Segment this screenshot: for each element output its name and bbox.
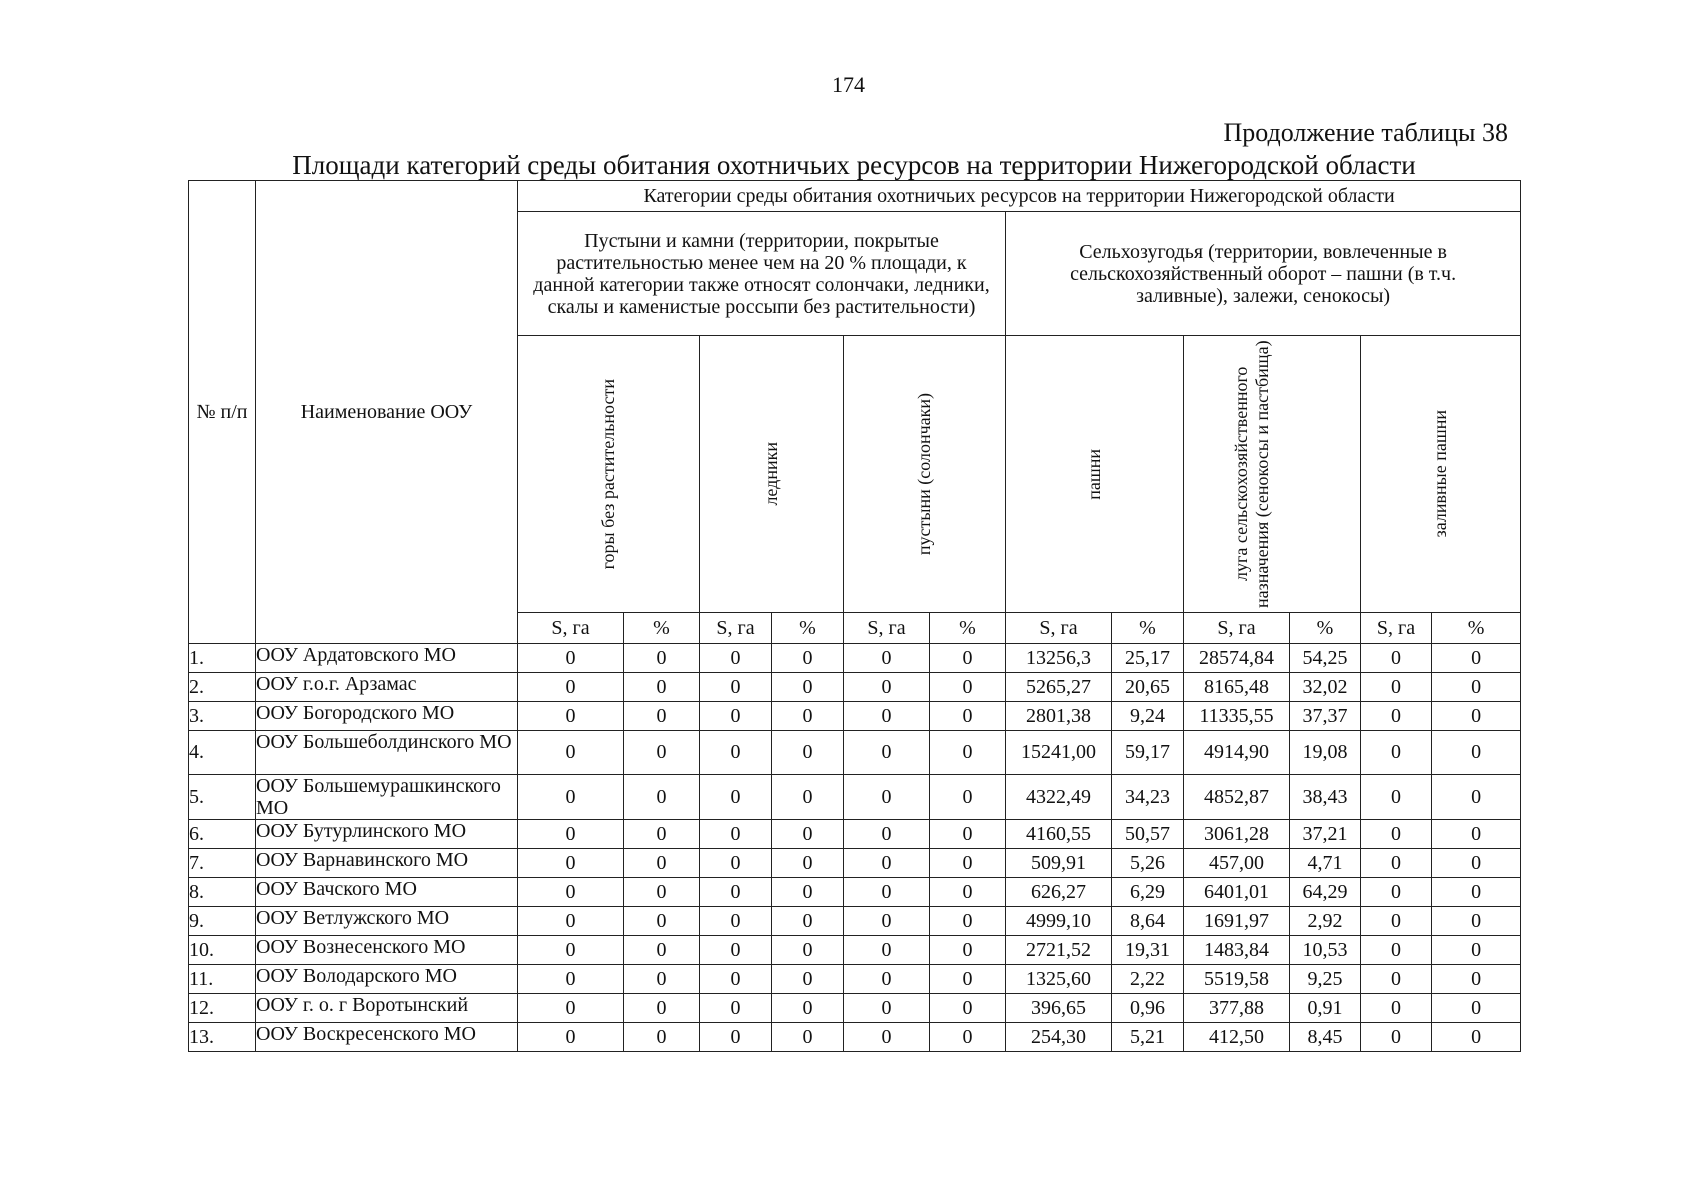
cell-sub-meadows-area: 6401,01 [1184,878,1290,907]
cell-sub-glaciers-area: 0 [700,644,772,673]
row-name: ООУ г. о. г Воротынский [256,994,518,1023]
cell-sub-arable-percent: 19,31 [1112,936,1184,965]
cell-sub-deserts-percent: 0 [930,820,1006,849]
cell-sub-deserts-percent: 0 [930,994,1006,1023]
cell-sub-glaciers-percent: 0 [772,907,844,936]
cell-sub-meadows-area: 3061,28 [1184,820,1290,849]
cell-sub-deserts-percent: 0 [930,775,1006,820]
cell-sub-arable-area: 4322,49 [1006,775,1112,820]
cell-sub-arable-area: 396,65 [1006,994,1112,1023]
row-number: 9. [189,907,256,936]
habitat-table [188,180,1521,1052]
header-sub-flood-arable [1361,336,1521,613]
cell-sub-mountains-area: 0 [518,673,624,702]
cell-sub-glaciers-percent: 0 [772,673,844,702]
cell-sub-arable-percent: 25,17 [1112,644,1184,673]
cell-sub-meadows-area: 8165,48 [1184,673,1290,702]
unit-percent-header: % [1432,613,1521,644]
header-name: Наименование ООУ [256,181,518,644]
row-name: ООУ Вачского МО [256,878,518,907]
cell-sub-glaciers-percent: 0 [772,849,844,878]
table-row [189,936,1521,965]
cell-sub-mountains-area: 0 [518,994,624,1023]
row-name: ООУ Воскресенского МО [256,1023,518,1052]
cell-sub-meadows-area: 11335,55 [1184,702,1290,731]
unit-percent-header: % [1290,613,1361,644]
cell-sub-mountains-percent: 0 [624,965,700,994]
unit-area-header: S, га [518,613,624,644]
cell-sub-arable-area: 2721,52 [1006,936,1112,965]
cell-sub-mountains-percent: 0 [624,878,700,907]
table-row [189,849,1521,878]
cell-sub-flood-arable-area: 0 [1361,731,1432,775]
header-sub-deserts [844,336,1006,613]
unit-area-header: S, га [1184,613,1290,644]
row-number: 13. [189,1023,256,1052]
cell-sub-deserts-area: 0 [844,644,930,673]
cell-sub-meadows-percent: 64,29 [1290,878,1361,907]
cell-sub-mountains-area: 0 [518,702,624,731]
cell-sub-glaciers-area: 0 [700,820,772,849]
cell-sub-deserts-percent: 0 [930,702,1006,731]
cell-sub-mountains-area: 0 [518,907,624,936]
cell-sub-glaciers-percent: 0 [772,878,844,907]
cell-sub-deserts-area: 0 [844,820,930,849]
cell-sub-glaciers-area: 0 [700,878,772,907]
cell-sub-deserts-percent: 0 [930,878,1006,907]
cell-sub-mountains-percent: 0 [624,849,700,878]
cell-sub-arable-percent: 2,22 [1112,965,1184,994]
cell-sub-flood-arable-percent: 0 [1432,907,1521,936]
cell-sub-deserts-area: 0 [844,907,930,936]
cell-sub-flood-arable-area: 0 [1361,965,1432,994]
cell-sub-arable-percent: 6,29 [1112,878,1184,907]
cell-sub-glaciers-area: 0 [700,702,772,731]
header-sub-glaciers [700,336,844,613]
cell-sub-meadows-percent: 38,43 [1290,775,1361,820]
header-group-deserts: Пустыни и камни (территории, покрытые растительностью менее чем на 20 % площади, к данной категории также относят солончаки, ледники, скалы и каменистые россыпи без растительности) [518,212,1006,336]
cell-sub-flood-arable-area: 0 [1361,936,1432,965]
cell-sub-mountains-percent: 0 [624,673,700,702]
cell-sub-arable-area: 4160,55 [1006,820,1112,849]
cell-sub-arable-area: 2801,38 [1006,702,1112,731]
header-sub-arable [1006,336,1184,613]
cell-sub-deserts-percent: 0 [930,936,1006,965]
cell-sub-glaciers-percent: 0 [772,775,844,820]
unit-area-header: S, га [700,613,772,644]
cell-sub-glaciers-area: 0 [700,731,772,775]
table-row [189,907,1521,936]
table-row [189,775,1521,820]
cell-sub-deserts-percent: 0 [930,673,1006,702]
cell-sub-flood-arable-area: 0 [1361,1023,1432,1052]
cell-sub-meadows-percent: 37,21 [1290,820,1361,849]
unit-area-header: S, га [844,613,930,644]
cell-sub-deserts-percent: 0 [930,849,1006,878]
unit-percent-header: % [772,613,844,644]
cell-sub-meadows-percent: 4,71 [1290,849,1361,878]
row-number: 11. [189,965,256,994]
cell-sub-deserts-area: 0 [844,965,930,994]
cell-sub-deserts-area: 0 [844,1023,930,1052]
cell-sub-mountains-area: 0 [518,1023,624,1052]
cell-sub-flood-arable-area: 0 [1361,673,1432,702]
row-name: ООУ Володарского МО [256,965,518,994]
cell-sub-arable-percent: 20,65 [1112,673,1184,702]
row-name: ООУ Вознесенского МО [256,936,518,965]
cell-sub-deserts-area: 0 [844,849,930,878]
cell-sub-flood-arable-area: 0 [1361,644,1432,673]
cell-sub-flood-arable-percent: 0 [1432,965,1521,994]
row-name: ООУ г.о.г. Арзамас [256,673,518,702]
header-categories: Категории среды обитания охотничьих ресурсов на территории Нижегородской области [518,181,1521,212]
row-number: 7. [189,849,256,878]
cell-sub-mountains-percent: 0 [624,994,700,1023]
cell-sub-flood-arable-area: 0 [1361,994,1432,1023]
cell-sub-mountains-percent: 0 [624,1023,700,1052]
cell-sub-arable-area: 15241,00 [1006,731,1112,775]
cell-sub-meadows-area: 28574,84 [1184,644,1290,673]
table-row [189,965,1521,994]
cell-sub-glaciers-percent: 0 [772,1023,844,1052]
cell-sub-flood-arable-percent: 0 [1432,644,1521,673]
cell-sub-glaciers-area: 0 [700,849,772,878]
cell-sub-mountains-percent: 0 [624,907,700,936]
cell-sub-arable-area: 626,27 [1006,878,1112,907]
cell-sub-mountains-area: 0 [518,936,624,965]
cell-sub-meadows-area: 4852,87 [1184,775,1290,820]
cell-sub-meadows-area: 457,00 [1184,849,1290,878]
cell-sub-meadows-percent: 37,37 [1290,702,1361,731]
cell-sub-glaciers-percent: 0 [772,644,844,673]
unit-percent-header: % [624,613,700,644]
cell-sub-meadows-area: 1483,84 [1184,936,1290,965]
cell-sub-glaciers-area: 0 [700,673,772,702]
row-number: 12. [189,994,256,1023]
cell-sub-meadows-area: 377,88 [1184,994,1290,1023]
cell-sub-meadows-area: 412,50 [1184,1023,1290,1052]
row-number: 5. [189,775,256,820]
cell-sub-flood-arable-percent: 0 [1432,936,1521,965]
header-group-farmland: Сельхозугодья (территории, вовлеченные в сельскохозяйственный оборот – пашни (в т.ч. заливные), залежи, сенокосы) [1006,212,1521,336]
row-number: 10. [189,936,256,965]
cell-sub-deserts-percent: 0 [930,965,1006,994]
table-row [189,878,1521,907]
cell-sub-glaciers-area: 0 [700,994,772,1023]
cell-sub-meadows-percent: 32,02 [1290,673,1361,702]
row-name: ООУ Ардатовского МО [256,644,518,673]
unit-percent-header: % [1112,613,1184,644]
cell-sub-deserts-area: 0 [844,878,930,907]
row-name: ООУ Ветлужского МО [256,907,518,936]
unit-area-header: S, га [1006,613,1112,644]
cell-sub-arable-percent: 34,23 [1112,775,1184,820]
cell-sub-glaciers-percent: 0 [772,994,844,1023]
row-number: 3. [189,702,256,731]
row-name: ООУ Варнавинского МО [256,849,518,878]
cell-sub-flood-arable-area: 0 [1361,775,1432,820]
cell-sub-deserts-area: 0 [844,673,930,702]
cell-sub-mountains-percent: 0 [624,936,700,965]
table-title: Площади категорий среды обитания охотничьих ресурсов на территории Нижегородской области [292,150,1416,180]
cell-sub-flood-arable-percent: 0 [1432,878,1521,907]
cell-sub-glaciers-percent: 0 [772,731,844,775]
cell-sub-flood-arable-area: 0 [1361,702,1432,731]
cell-sub-arable-area: 13256,3 [1006,644,1112,673]
cell-sub-glaciers-area: 0 [700,907,772,936]
cell-sub-meadows-percent: 0,91 [1290,994,1361,1023]
cell-sub-glaciers-area: 0 [700,775,772,820]
table-row [189,673,1521,702]
header-sub-meadows-label: луга сельскохозяйственного назначения (сенокосы и пастбища) [1231,340,1272,608]
cell-sub-arable-percent: 8,64 [1112,907,1184,936]
cell-sub-arable-percent: 9,24 [1112,702,1184,731]
cell-sub-flood-arable-area: 0 [1361,849,1432,878]
header-sub-mountains-label: горы без растительности [598,378,618,570]
cell-sub-deserts-percent: 0 [930,907,1006,936]
page-number: 174 [832,72,865,97]
header-sub-deserts-label: пустыни (солончаки) [914,392,934,556]
cell-sub-mountains-area: 0 [518,878,624,907]
cell-sub-mountains-area: 0 [518,775,624,820]
row-number: 2. [189,673,256,702]
cell-sub-arable-percent: 5,21 [1112,1023,1184,1052]
cell-sub-mountains-percent: 0 [624,775,700,820]
cell-sub-meadows-percent: 8,45 [1290,1023,1361,1052]
unit-percent-header: % [930,613,1006,644]
cell-sub-mountains-area: 0 [518,965,624,994]
cell-sub-arable-percent: 5,26 [1112,849,1184,878]
cell-sub-arable-area: 4999,10 [1006,907,1112,936]
cell-sub-deserts-area: 0 [844,702,930,731]
cell-sub-meadows-area: 1691,97 [1184,907,1290,936]
header-sub-mountains [518,336,700,613]
cell-sub-flood-arable-percent: 0 [1432,775,1521,820]
cell-sub-glaciers-percent: 0 [772,965,844,994]
table-row [189,1023,1521,1052]
cell-sub-flood-arable-area: 0 [1361,878,1432,907]
cell-sub-meadows-percent: 10,53 [1290,936,1361,965]
cell-sub-arable-area: 254,30 [1006,1023,1112,1052]
cell-sub-mountains-percent: 0 [624,820,700,849]
header-sub-glaciers-label: ледники [761,442,781,506]
cell-sub-deserts-percent: 0 [930,731,1006,775]
table-row [189,731,1521,775]
cell-sub-deserts-area: 0 [844,936,930,965]
cell-sub-flood-arable-area: 0 [1361,907,1432,936]
row-number: 8. [189,878,256,907]
header-number: № п/п [189,181,256,644]
cell-sub-meadows-percent: 54,25 [1290,644,1361,673]
cell-sub-mountains-percent: 0 [624,731,700,775]
table-row [189,644,1521,673]
cell-sub-flood-arable-percent: 0 [1432,994,1521,1023]
cell-sub-mountains-area: 0 [518,849,624,878]
cell-sub-arable-area: 1325,60 [1006,965,1112,994]
unit-area-header: S, га [1361,613,1432,644]
cell-sub-flood-arable-area: 0 [1361,820,1432,849]
row-number: 4. [189,731,256,775]
cell-sub-arable-percent: 50,57 [1112,820,1184,849]
cell-sub-mountains-percent: 0 [624,702,700,731]
row-name: ООУ Большемурашкинского МО [256,775,518,820]
cell-sub-arable-percent: 59,17 [1112,731,1184,775]
row-number: 1. [189,644,256,673]
cell-sub-meadows-area: 4914,90 [1184,731,1290,775]
cell-sub-deserts-percent: 0 [930,1023,1006,1052]
table-row [189,702,1521,731]
header-sub-arable-label: пашни [1084,448,1104,500]
cell-sub-deserts-area: 0 [844,775,930,820]
cell-sub-arable-percent: 0,96 [1112,994,1184,1023]
row-name: ООУ Богородского МО [256,702,518,731]
cell-sub-glaciers-area: 0 [700,965,772,994]
cell-sub-meadows-percent: 2,92 [1290,907,1361,936]
cell-sub-meadows-area: 5519,58 [1184,965,1290,994]
row-name: ООУ Бутурлинского МО [256,820,518,849]
cell-sub-flood-arable-percent: 0 [1432,673,1521,702]
header-sub-flood-arable-label: заливные пашни [1430,410,1451,538]
cell-sub-flood-arable-percent: 0 [1432,849,1521,878]
row-number: 6. [189,820,256,849]
cell-sub-glaciers-area: 0 [700,1023,772,1052]
cell-sub-glaciers-percent: 0 [772,820,844,849]
cell-sub-flood-arable-percent: 0 [1432,731,1521,775]
cell-sub-flood-arable-percent: 0 [1432,820,1521,849]
cell-sub-deserts-area: 0 [844,731,930,775]
cell-sub-meadows-percent: 9,25 [1290,965,1361,994]
cell-sub-meadows-percent: 19,08 [1290,731,1361,775]
cell-sub-deserts-percent: 0 [930,644,1006,673]
cell-sub-flood-arable-percent: 0 [1432,702,1521,731]
cell-sub-arable-area: 5265,27 [1006,673,1112,702]
cell-sub-mountains-percent: 0 [624,644,700,673]
table-row [189,994,1521,1023]
header-sub-meadows [1184,336,1361,613]
cell-sub-glaciers-percent: 0 [772,936,844,965]
cell-sub-mountains-area: 0 [518,644,624,673]
cell-sub-mountains-area: 0 [518,731,624,775]
table-row [189,820,1521,849]
table-continuation-label: Продолжение таблицы 38 [1223,118,1508,147]
cell-sub-deserts-area: 0 [844,994,930,1023]
cell-sub-glaciers-percent: 0 [772,702,844,731]
cell-sub-mountains-area: 0 [518,820,624,849]
cell-sub-arable-area: 509,91 [1006,849,1112,878]
row-name: ООУ Большеболдинского МО [256,731,518,775]
cell-sub-glaciers-area: 0 [700,936,772,965]
cell-sub-flood-arable-percent: 0 [1432,1023,1521,1052]
